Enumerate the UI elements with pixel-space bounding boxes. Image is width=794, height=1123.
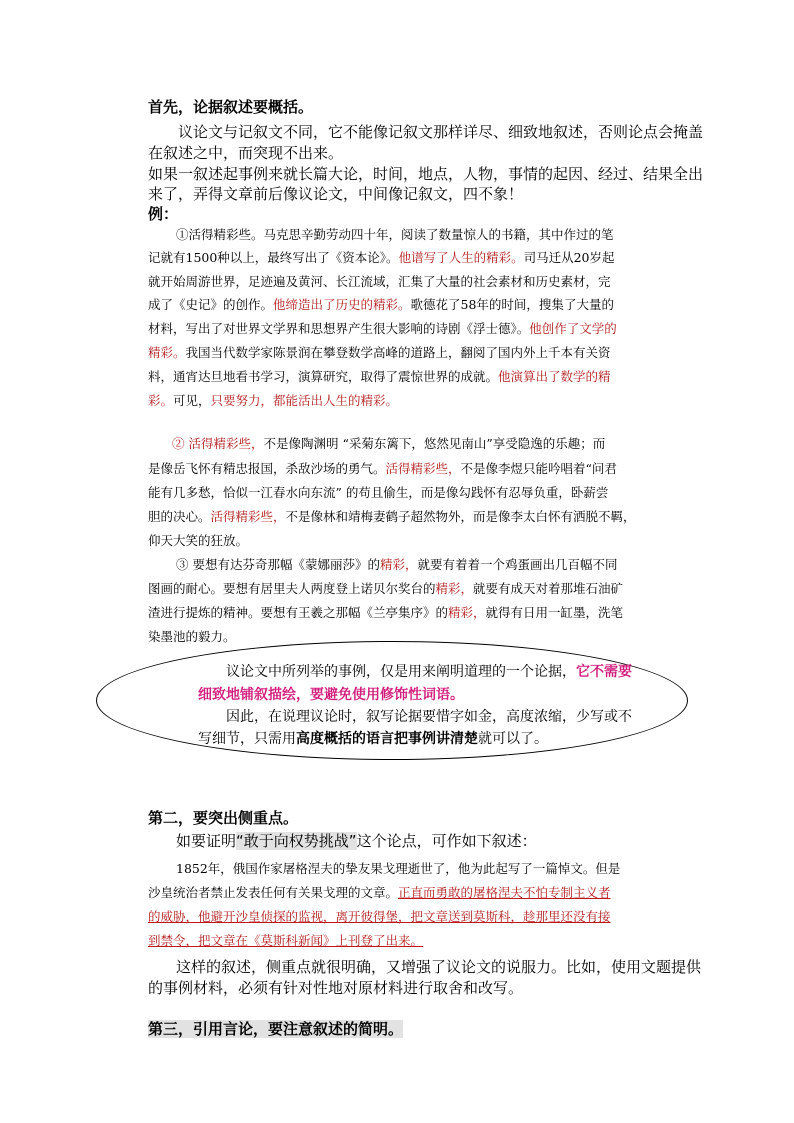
example-3-line-2-text: 图画的耐心。要想有居里夫人两度登上诺贝尔奖台的: [148, 581, 436, 596]
callout-line-3: 因此，在说理议论时，叙写论据要惜字如金，高度浓缩，少写或不: [226, 709, 632, 725]
example-2-line-2-highlight: 活得精彩些，: [385, 461, 461, 476]
example-3-line-3-highlight: 精彩，: [448, 605, 486, 620]
section-2-intro: [176, 830, 537, 851]
example-1-line-2-highlight: 他谱写了人生的精彩。: [398, 250, 524, 265]
example-2-line-5: 仰天大笑的狂放。: [148, 533, 249, 548]
example-2-line-2-rest: 不是像李煜只能吟唱着“问君: [460, 461, 617, 476]
example-3-line-2: [148, 579, 623, 597]
example-1-line-4-text: 成了《史记》的创作。: [148, 297, 274, 312]
example-1-line-8: [148, 391, 398, 409]
example-2-line-4-text: 胆的决心。: [148, 509, 211, 524]
section-2-example-line-1: 1852年，俄国作家屠格涅夫的挚友果戈理逝世了，他为此起写了一篇悼文。但是: [176, 861, 621, 876]
example-1-line-7-text: 料，通宵达旦地看书学习，演算研究，取得了震惊世界的成就。: [148, 369, 499, 384]
example-1-line-4: [148, 295, 614, 313]
callout-line-4-bold: 高度概括的语言把事例讲清楚: [296, 731, 478, 747]
callout-line-1-text: 议论文中所列举的事例，仅是用来阐明道理的一个论据，: [226, 664, 576, 680]
section-3-heading-text: 第三，引用言论，要注意叙述的简明。: [148, 1020, 404, 1038]
section-2-intro-thesis: “敢于向权势挑战”: [236, 832, 357, 850]
example-1-line-8-text: 可见，: [173, 393, 211, 408]
example-3-line-4: 染墨池的毅力。: [148, 629, 236, 644]
section-2-heading: 第二，要突出侧重点。: [148, 809, 299, 827]
callout-line-4-text: 写细节，只需用: [198, 731, 296, 747]
example-3-line-2-rest: 就要有成天对着那堆石油矿: [473, 581, 624, 596]
example-label: 例：: [148, 205, 179, 223]
example-1-line-6-text: 我国当代数学家陈景润在攀登数学高峰的道路上，翻阅了国内外上千本有关资: [185, 345, 611, 360]
example-2-line-1-highlight: ② 活得精彩些，: [172, 436, 264, 451]
section-3-heading: [148, 1018, 403, 1039]
example-3-line-1-rest: 就要有着着一个鸡蛋画出几百幅不同: [417, 557, 618, 572]
example-1-line-8-highlight: 彩。: [148, 393, 174, 408]
example-3-line-1-text: ③ 要想有达芬奇那幅《蒙娜丽莎》的: [176, 557, 380, 572]
example-2-line-4-rest: 不是像林和靖梅妻鹤子超然物外，而是像李太白怀有洒脱不羁，: [285, 509, 636, 524]
example-2-line-4: [148, 507, 636, 525]
section-1-paragraph-1-line-2: 在叙述之中，而突现不出来。: [148, 144, 344, 162]
example-2-line-2-text: 是像岳飞怀有精忠报国，杀敌沙场的勇气。: [148, 461, 386, 476]
section-2-example-line-4: 到禁令，把文章在《莫斯科新闻》上刊登了出来。: [148, 933, 424, 948]
callout-line-1-emphasis: 它不需要: [576, 664, 632, 680]
example-2-line-2: [148, 459, 617, 477]
section-2-example-line-3: 的威胁，他避开沙皇侦探的监视，离开彼得堡，把文章送到莫斯科，趁那里还没有接: [148, 909, 611, 924]
example-3-line-3-rest: 就得有日用一缸墨，洗笔: [485, 605, 624, 620]
callout-line-2: [198, 684, 464, 704]
example-1-line-8-highlight-2: 只要努力，都能活出人生的精彩。: [210, 393, 399, 408]
section-2-example-line-2-text: 沙皇统治者禁止发表任何有关果戈理的文章。: [148, 885, 399, 900]
example-3-line-1: [176, 555, 618, 573]
example-1-line-2-rest: 司马迁从20岁起: [523, 250, 615, 265]
callout-line-4-rest: 就可以了。: [478, 731, 548, 747]
example-1-line-2: [148, 248, 614, 266]
example-2-line-4-highlight: 活得精彩些，: [210, 509, 286, 524]
section-2-paragraph-2-line-1: 这样的叙述，侧重点就很明确，又增强了议论文的说服力。比如，使用文题提供: [176, 958, 702, 976]
example-1-line-1: ①活得精彩些。马克思辛勤劳动四十年，阅读了数量惊人的书籍，其中作过的笔: [176, 227, 614, 242]
example-1-line-4-highlight: 他缔造出了历史的精彩。: [273, 297, 411, 312]
example-2-line-1: [172, 434, 605, 452]
example-1-line-7: [148, 367, 611, 385]
section-2-intro-text: 如要证明: [176, 832, 237, 850]
section-2-example-line-2-highlight: 正直而勇敢的屠格涅夫不怕专制主义者: [398, 885, 611, 900]
section-1-paragraph-1-line-1: 议论文与记叙文不同，它不能像记叙文那样详尽、细致地叙述，否则论点会掩盖: [178, 123, 704, 141]
section-1-paragraph-2-line-1: 如果一叙述起事例来就长篇大论，时间，地点，人物，事情的起因、经过、结果全出: [148, 165, 704, 183]
example-1-line-6: [148, 343, 611, 361]
example-1-line-2-text: 记就有1500种以上，最终写出了《资本论》。: [148, 250, 399, 265]
example-1-line-7-highlight: 他演算出了数学的精: [498, 369, 611, 384]
callout-line-4: [198, 728, 548, 748]
example-3-line-2-highlight: 精彩，: [435, 581, 474, 596]
section-2-paragraph-2-line-2: 的事例材料，必须有针对性地对原材料进行取舍和改写。: [148, 979, 524, 997]
example-1-line-5-text: 材料，写出了对世界文学界和思想界产生很大影响的诗剧《浮士德》。: [148, 321, 530, 336]
section-1-paragraph-2-line-2: 来了，弄得文章前后像议论文，中间像记叙文，四不象！: [148, 185, 524, 203]
section-2-example-line-2: [148, 883, 611, 901]
example-3-line-3-text: 渣进行提炼的精神。要想有王羲之那幅《兰亭集序》的: [148, 605, 449, 620]
example-3-line-1-highlight: 精彩，: [379, 557, 418, 572]
example-2-line-1-text: 不是像陶渊明 “采菊东篱下，悠然见南山”享受隐逸的乐趣；而: [263, 436, 606, 451]
example-1-line-4-rest: 歌德花了58年的时间，搜集了大量的: [410, 297, 614, 312]
example-1-line-6-highlight: 精彩。: [148, 345, 186, 360]
callout-line-1: [226, 661, 632, 681]
example-1-line-3: 就开始周游世界，足迹遍及黄河、长江流域，汇集了大量的社会素材和历史素材，完: [148, 274, 611, 289]
example-1-line-5: [148, 319, 617, 337]
callout-line-2-emphasis: 细致地铺叙描绘，要避免使用修饰性词语。: [198, 687, 464, 703]
example-3-line-3: [148, 603, 623, 621]
section-2-intro-rest: 这个论点，可作如下叙述：: [356, 832, 537, 850]
example-1-line-5-highlight: 他创作了文学的: [529, 321, 617, 336]
section-1-heading: 首先，论据叙述要概括。: [148, 98, 314, 116]
example-2-line-3: 能有几多愁，恰似一江春水向东流” 的苟且偷生，而是像勾践怀有忍辱负重，卧薪尝: [148, 485, 609, 500]
